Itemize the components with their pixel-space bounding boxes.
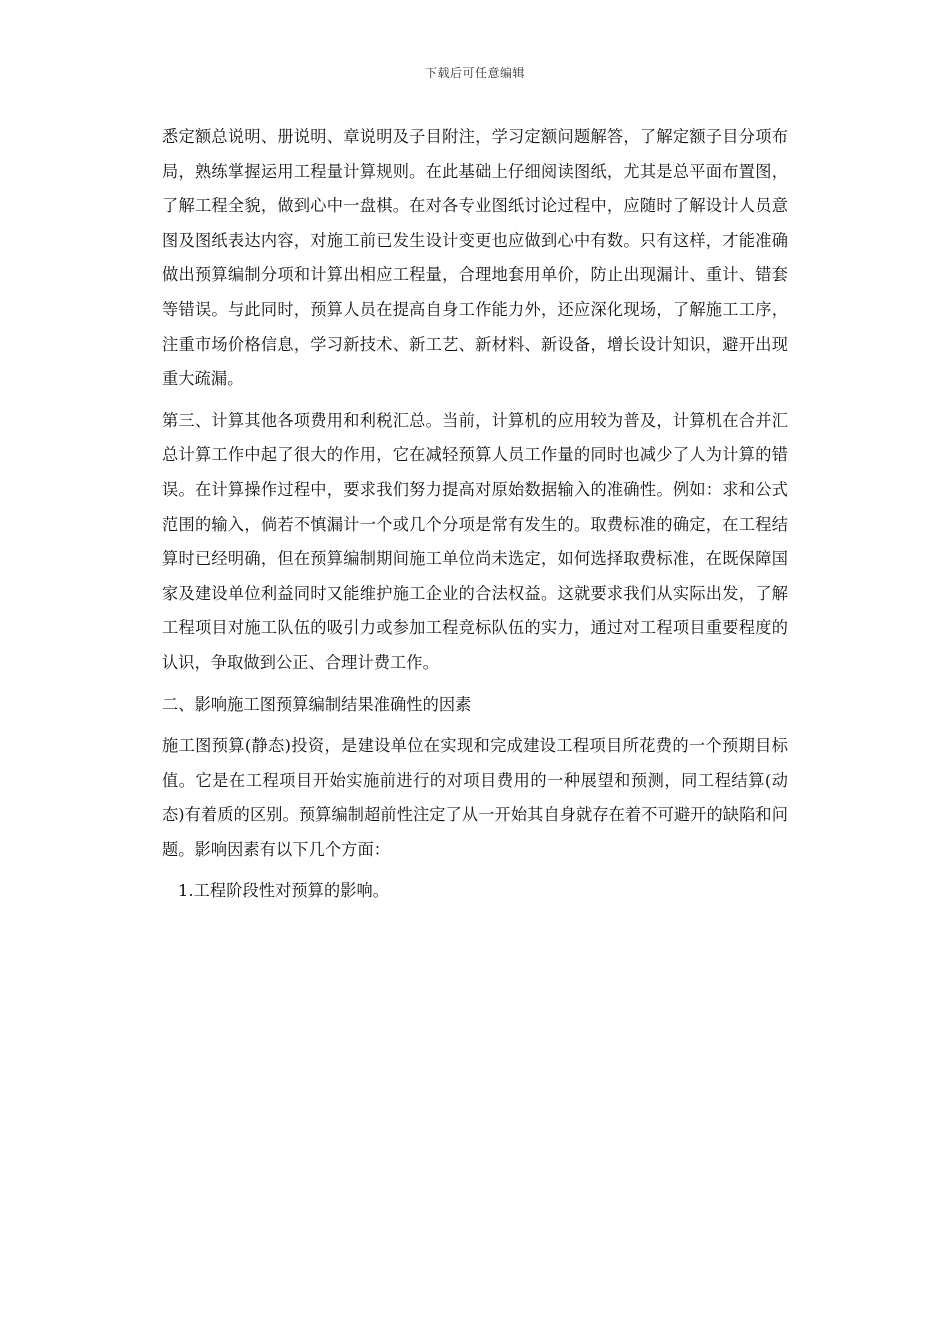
document-body [162,120,788,909]
paragraph-quota-study: 悉定额总说明、册说明、章说明及子目附注，学习定额问题解答，了解定额子目分项布局，熟练掌握运用工程量计算规则。在此基础上仔细阅读图纸，尤其是总平面布置图，了解工程全貌，做到心中一盘棋。在对各专业图纸讨论过程中，应随时了解设计人员意图及图纸表达内容，对施工前已发生设计变更也应做到心中有数。只有这样，才能准确做出预算编制分项和计算出相应工程量，合理地套用单价，防止出现漏计、重计、错套等错误。与此同时，预算人员在提高自身工作能力外，还应深化现场，了解施工工序，注重市场价格信息，学习新技术、新工艺、新材料、新设备，增长设计知识，避开出现重大疏漏。 [162,127,788,389]
list-item-stage-impact: 1.工程阶段性对预算的影响。 [178,881,390,901]
paragraph-third-step: 第三、计算其他各项费用和利税汇总。当前，计算机的应用较为普及，计算机在合并汇总计算工作中起了很大的作用，它在减轻预算人员工作量的同时也减少了人为计算的错误。在计算操作过程中，要求我们努力提高对原始数据输入的准确性。例如：求和公式范围的输入，倘若不慎漏计一个或几个分项是常有发生的。取费标准的确定，在工程结算时已经明确，但在预算编制期间施工单位尚未选定，如何选择取费标准，在既保障国家及建设单位利益同时又能维护施工企业的合法权益。这就要求我们从实际出发，了解工程项目对施工队伍的吸引力或参加工程竞标队伍的实力，通过对工程项目重要程度的认识，争取做到公正、合理计费工作。 [162,410,788,672]
paragraph-static-investment: 施工图预算(静态)投资，是建设单位在实现和完成建设工程项目所花费的一个预期目标值。它是在工程项目开始实施前进行的对项目费用的一种展望和预测，同工程结算(动态)有着质的区别。预算编制超前性注定了从一开始其自身就存在着不可避开的缺陷和问题。影响因素有以下几个方面： [162,736,788,859]
page-header: 下载后可任意编辑 [424,66,525,80]
section-heading-factors: 二、影响施工图预算编制结果准确性的因素 [162,694,472,714]
